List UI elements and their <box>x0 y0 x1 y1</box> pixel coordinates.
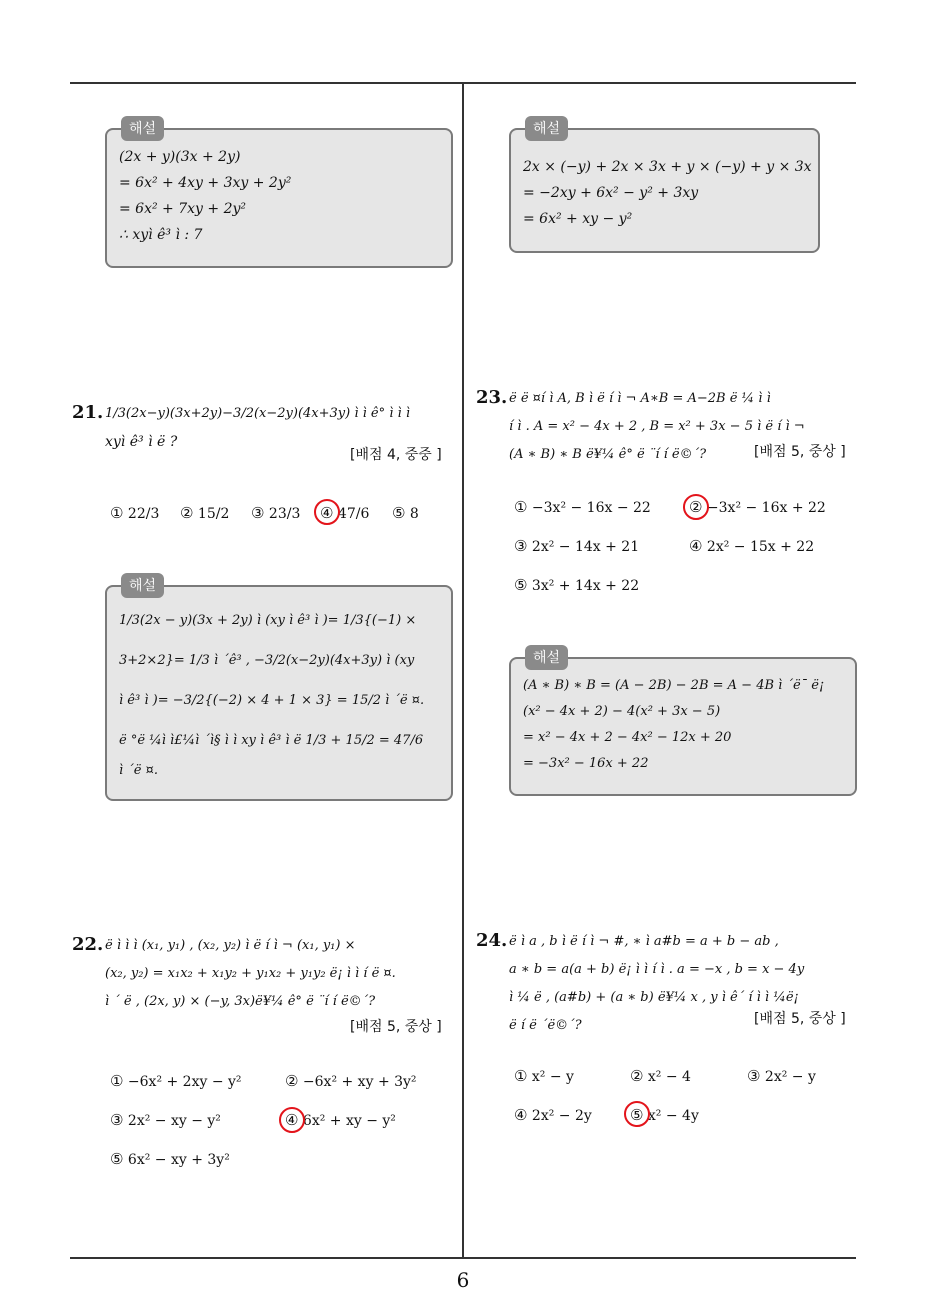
solution-line: = x² − 4x + 2 − 4x² − 12x + 20 <box>523 730 732 745</box>
solution-line: ë °ë ¼ì ì£¼ì ´ì§ ì ì xy ì ê³ ì ë 1/3 + 15/2 = 47/6 <box>119 733 424 748</box>
choice-number: ④ <box>285 1111 299 1129</box>
solution-line: = −3x² − 16x + 22 <box>523 756 649 771</box>
question-line: 1/3(2x−y)(3x+2y)−3/2(x−2y)(4x+3y) ì ì ê° ì ì ì <box>105 406 410 421</box>
answer-mark-circle <box>279 1107 305 1133</box>
choice-3[interactable] <box>251 504 300 522</box>
answer-mark-circle <box>683 494 709 520</box>
choice-number: ③ <box>251 504 265 522</box>
answer-mark-circle <box>314 499 340 525</box>
solution-line: (2x + y)(3x + 2y) <box>119 149 241 165</box>
choice-text: −6x² + 2xy − y² <box>127 1074 242 1090</box>
question-line: ë ë ¤í ì A, B ì ë í ì ¬ A∗B = A−2B ë ¼ ì ì <box>509 391 771 406</box>
solution-label: 해설 <box>525 116 568 141</box>
choice-2[interactable] <box>630 1067 691 1085</box>
choice-text: x² − 4y <box>647 1108 699 1124</box>
solution-line: 3+2×2}= 1/3 ì ´ê³ , −3/2(x−2y)(4x+3y) ì (xy <box>119 653 415 668</box>
answer-mark-circle <box>624 1101 650 1127</box>
question-line: ë ì ì ì (x₁, y₁) , (x₂, y₂) ì ë í ì ¬ (x₁, y₁) × <box>105 938 356 953</box>
solution-box-top-right <box>509 121 820 253</box>
solution-line: = 6x² + 7xy + 2y² <box>119 201 246 217</box>
question-number: 23. <box>476 387 508 408</box>
question-line: xyì ê³ ì ë ? <box>105 434 178 450</box>
solution-lines <box>523 673 845 777</box>
choice-number: ③ <box>747 1067 761 1085</box>
solution-line: (A ∗ B) ∗ B = (A − 2B) − 2B = A − 4B ì ´ë¯ ë¡ <box>523 678 825 693</box>
choice-number: ② <box>689 498 703 516</box>
column-divider <box>462 82 464 1258</box>
choice-text: 2x² − 15x + 22 <box>706 539 815 555</box>
solution-line: = 6x² + 4xy + 3xy + 2y² <box>119 175 292 191</box>
score-label: [배점 4, 중중 ] <box>350 447 442 463</box>
choice-number: ⑤ <box>392 504 406 522</box>
choice-number: ① <box>514 498 528 516</box>
question-line: ì ¼ ë , (a#b) + (a ∗ b) ë¥¼ x , y ì ê´ í ì ì ¼ë¡ <box>509 990 799 1005</box>
choice-number: ④ <box>320 504 334 522</box>
choice-text: 6x² − xy + 3y² <box>127 1152 230 1168</box>
choice-text: 22/3 <box>127 506 160 522</box>
choice-number: ② <box>285 1072 299 1090</box>
choice-number: ① <box>110 1072 124 1090</box>
solution-lines <box>119 601 441 787</box>
choice-number: ① <box>110 504 124 522</box>
choice-number: ⑤ <box>630 1106 644 1124</box>
solution-line: (x² − 4x + 2) − 4(x² + 3x − 5) <box>523 704 721 719</box>
choice-text: 23/3 <box>268 506 301 522</box>
question-line: ë í ë ´ë©´? <box>509 1018 582 1033</box>
question-line: a ∗ b = a(a + b) ë¡ ì ì í ì . a = −x , b = x − 4y <box>509 962 805 977</box>
choice-number: ⑤ <box>514 576 528 594</box>
choice-5[interactable] <box>392 504 419 522</box>
choice-text: 2x² − xy − y² <box>127 1113 221 1129</box>
question-line: ë ì a , b ì ë í ì ¬ #, ∗ ì a#b = a + b − ab , <box>509 934 779 949</box>
choice-text: 8 <box>409 506 419 522</box>
solution-label: 해설 <box>525 645 568 670</box>
choice-1[interactable] <box>514 1067 574 1085</box>
choice-4[interactable] <box>689 537 814 555</box>
choice-3[interactable] <box>747 1067 816 1085</box>
solution-line: = 6x² + xy − y² <box>523 211 633 227</box>
choice-text: 47/6 <box>337 506 370 522</box>
question-text <box>105 932 452 1016</box>
choice-number: ③ <box>514 537 528 555</box>
choice-2[interactable] <box>180 504 229 522</box>
choice-text: −6x² + xy + 3y² <box>302 1074 417 1090</box>
choice-text: x² − y <box>531 1069 574 1085</box>
choice-text: 2x² − y <box>764 1069 816 1085</box>
choice-text: −3x² − 16x − 22 <box>531 500 651 516</box>
choice-text: 6x² + xy − y² <box>302 1113 396 1129</box>
question-number: 24. <box>476 930 508 951</box>
solution-label: 해설 <box>121 116 164 141</box>
solution-lines <box>523 154 812 232</box>
solution-box-q23 <box>509 650 857 796</box>
question-line: (A ∗ B) ∗ B ë¥¼ ê° ë ¨í í ë©´? <box>509 447 707 462</box>
solution-label: 해설 <box>121 573 164 598</box>
page-number: 6 <box>456 1268 470 1292</box>
solution-line: ì ê³ ì )= −3/2{(−2) × 4 + 1 × 3} = 15/2 ì ´ë ¤. <box>119 693 425 708</box>
question-line: í ì . A = x² − 4x + 2 , B = x² + 3x − 5 ì ë í ì ¬ <box>509 419 805 434</box>
choice-1[interactable] <box>110 504 159 522</box>
choice-text: 2x² − 14x + 21 <box>531 539 640 555</box>
solution-line: ì ´ë ¤. <box>119 763 159 778</box>
solution-line: 1/3(2x − y)(3x + 2y) ì (xy ì ê³ ì )= 1/3{(−1) × <box>119 613 417 628</box>
choice-number: ② <box>180 504 194 522</box>
solution-line: = −2xy + 6x² − y² + 3xy <box>523 185 699 201</box>
question-line: (x₂, y₂) = x₁x₂ + x₁y₂ + y₁x₂ + y₁y₂ ë¡ ì ì í ë ¤. <box>105 966 396 981</box>
choice-5[interactable] <box>110 1150 230 1168</box>
question-number: 22. <box>72 934 104 955</box>
choice-3[interactable] <box>110 1111 221 1129</box>
choice-4[interactable] <box>514 1106 592 1124</box>
choice-number: ② <box>630 1067 644 1085</box>
solution-lines <box>119 144 441 248</box>
score-label: [배점 5, 중상 ] <box>754 1011 846 1027</box>
bottom-rule <box>70 1257 856 1259</box>
choice-text: x² − 4 <box>647 1069 691 1085</box>
choice-number: ⑤ <box>110 1150 124 1168</box>
choice-2[interactable] <box>285 1072 417 1090</box>
choice-5[interactable] <box>514 576 639 594</box>
choice-2[interactable] <box>689 498 826 516</box>
choice-number: ① <box>514 1067 528 1085</box>
question-line: ì ´ ë , (2x, y) × (−y, 3x)ë¥¼ ê° ë ¨í í ë©´? <box>105 994 376 1009</box>
score-label: [배점 5, 중상 ] <box>754 444 846 460</box>
score-label: [배점 5, 중상 ] <box>350 1019 442 1035</box>
choice-1[interactable] <box>110 1072 242 1090</box>
choice-text: 15/2 <box>197 506 230 522</box>
choice-text: −3x² − 16x + 22 <box>706 500 826 516</box>
solution-box-q21 <box>105 578 453 801</box>
question-number: 21. <box>72 402 104 423</box>
solution-box-top-left <box>105 121 453 268</box>
choice-number: ④ <box>514 1106 528 1124</box>
solution-line: ∴ xyì ê³ ì : 7 <box>119 227 203 243</box>
choice-text: 2x² − 2y <box>531 1108 592 1124</box>
choice-text: 3x² + 14x + 22 <box>531 578 640 594</box>
choice-number: ③ <box>110 1111 124 1129</box>
choice-1[interactable] <box>514 498 651 516</box>
choice-3[interactable] <box>514 537 639 555</box>
choice-number: ④ <box>689 537 703 555</box>
solution-line: 2x × (−y) + 2x × 3x + y × (−y) + y × 3x <box>523 159 812 175</box>
